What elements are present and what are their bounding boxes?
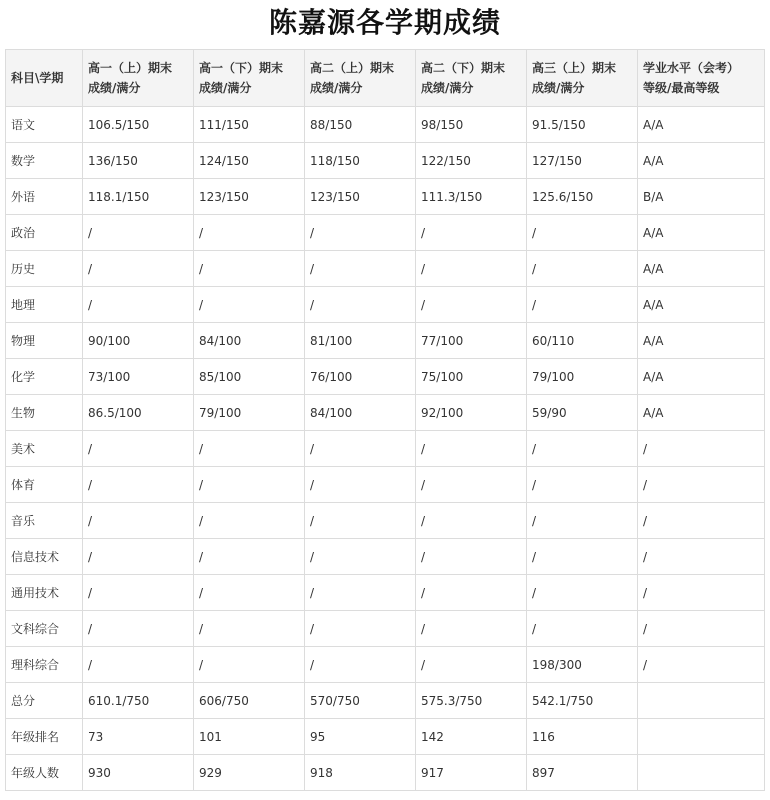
subject-cell: 语文 [6,107,83,143]
score-cell: / [416,647,527,683]
header-line: 高一（下）期末 [199,61,284,75]
score-cell: 123/150 [305,179,416,215]
subject-cell: 历史 [6,251,83,287]
score-cell: A/A [638,287,765,323]
header-column-1 [83,50,194,107]
score-cell: / [194,647,305,683]
header-line: 高三（上）期末 [532,61,617,75]
score-cell: 606/750 [194,683,305,719]
score-cell: 75/100 [416,359,527,395]
subject-cell: 年级人数 [6,755,83,791]
score-cell: / [638,575,765,611]
score-cell: / [638,539,765,575]
subject-cell: 年级排名 [6,719,83,755]
score-cell: A/A [638,143,765,179]
score-cell: / [638,431,765,467]
score-cell: / [416,611,527,647]
score-cell: / [416,467,527,503]
score-cell: / [83,431,194,467]
subject-cell: 地理 [6,287,83,323]
score-cell: / [305,503,416,539]
score-cell: 88/150 [305,107,416,143]
subject-cell: 物理 [6,323,83,359]
subject-cell: 音乐 [6,503,83,539]
score-cell: / [194,539,305,575]
score-cell: / [527,287,638,323]
table-row [6,251,765,287]
header-subject-term [6,50,83,107]
subject-cell: 美术 [6,431,83,467]
score-cell: / [305,215,416,251]
score-cell: / [194,287,305,323]
table-row [6,215,765,251]
score-cell: A/A [638,107,765,143]
header-line: 高二（下）期末 [421,61,506,75]
score-cell: / [416,575,527,611]
score-cell: / [527,611,638,647]
table-row [6,719,765,755]
header-line: 高二（上）期末 [310,61,395,75]
page-title: 陈嘉源各学期成绩 [268,6,501,39]
header-column-5 [527,50,638,107]
header-line: 成绩/满分 [310,81,363,95]
score-cell: / [638,647,765,683]
score-cell: / [83,539,194,575]
score-cell: 76/100 [305,359,416,395]
score-cell: 124/150 [194,143,305,179]
subject-cell: 数学 [6,143,83,179]
score-cell: 91.5/150 [527,107,638,143]
score-cell: / [416,251,527,287]
header-column-6 [638,50,765,107]
score-cell: 73 [83,719,194,755]
score-cell: 60/110 [527,323,638,359]
score-cell: 116 [527,719,638,755]
score-cell: / [305,467,416,503]
score-cell: / [83,575,194,611]
header-line: 高一（上）期末 [88,61,173,75]
table-row [6,755,765,791]
score-cell: / [416,539,527,575]
table-row [6,467,765,503]
table-row [6,143,765,179]
score-cell: / [305,575,416,611]
header-column-3 [305,50,416,107]
subject-cell: 生物 [6,395,83,431]
score-cell: / [305,647,416,683]
score-cell: / [527,503,638,539]
subject-cell: 政治 [6,215,83,251]
score-cell: / [416,503,527,539]
score-cell: 570/750 [305,683,416,719]
header-line: 成绩/满分 [199,81,252,95]
header-line: 成绩/满分 [532,81,585,95]
score-cell: 136/150 [83,143,194,179]
score-cell: / [638,611,765,647]
score-cell: / [527,431,638,467]
score-cell: / [527,539,638,575]
score-cell: / [194,431,305,467]
score-cell: 118/150 [305,143,416,179]
score-cell: / [83,467,194,503]
subject-cell: 文科综合 [6,611,83,647]
score-cell: 575.3/750 [416,683,527,719]
score-cell: / [527,467,638,503]
header-column-2 [194,50,305,107]
score-cell: 123/150 [194,179,305,215]
score-cell: 125.6/150 [527,179,638,215]
score-cell: / [194,467,305,503]
header-line: 学业水平（会考） [643,61,740,75]
score-cell: 142 [416,719,527,755]
score-cell: A/A [638,359,765,395]
score-cell: 610.1/750 [83,683,194,719]
header-line: 等级/最高等级 [643,81,720,95]
header-row [6,50,765,107]
score-cell: / [83,611,194,647]
score-cell: B/A [638,179,765,215]
score-cell: / [416,287,527,323]
table-row [6,287,765,323]
score-cell: / [83,215,194,251]
score-cell: 929 [194,755,305,791]
table-row [6,359,765,395]
table-row [6,539,765,575]
score-cell: 79/100 [194,395,305,431]
table-row [6,503,765,539]
score-cell: A/A [638,215,765,251]
subject-cell: 体育 [6,467,83,503]
score-cell: 73/100 [83,359,194,395]
subject-cell: 总分 [6,683,83,719]
score-cell: 95 [305,719,416,755]
score-cell: 77/100 [416,323,527,359]
score-cell: / [194,251,305,287]
score-cell: / [305,611,416,647]
score-cell: / [194,611,305,647]
score-cell: / [194,503,305,539]
score-cell: / [527,215,638,251]
table-row [6,395,765,431]
score-cell: 92/100 [416,395,527,431]
score-cell: 917 [416,755,527,791]
score-cell: / [527,575,638,611]
score-cell: 81/100 [305,323,416,359]
score-cell: / [527,251,638,287]
header-line: 成绩/满分 [88,81,141,95]
score-cell: 897 [527,755,638,791]
table-row [6,611,765,647]
score-cell: A/A [638,251,765,287]
score-cell: / [416,215,527,251]
score-cell: 84/100 [194,323,305,359]
subject-cell: 外语 [6,179,83,215]
score-cell: 79/100 [527,359,638,395]
header-line: 成绩/满分 [421,81,474,95]
score-cell: / [305,539,416,575]
table-row [6,683,765,719]
grades-table [5,49,765,791]
subject-cell: 信息技术 [6,539,83,575]
header-line: 科目\学期 [11,71,64,85]
table-row [6,647,765,683]
score-cell: / [83,647,194,683]
score-cell: / [83,287,194,323]
score-cell: / [638,467,765,503]
table-row [6,107,765,143]
score-cell [638,719,765,755]
score-cell: 122/150 [416,143,527,179]
score-cell: 85/100 [194,359,305,395]
score-cell: 101 [194,719,305,755]
score-cell: 198/300 [527,647,638,683]
score-cell: 59/90 [527,395,638,431]
score-cell: 127/150 [527,143,638,179]
table-row [6,575,765,611]
subject-cell: 通用技术 [6,575,83,611]
subject-cell: 化学 [6,359,83,395]
score-cell: / [305,431,416,467]
table-header [6,50,765,107]
score-cell: 98/150 [416,107,527,143]
score-cell: A/A [638,395,765,431]
score-cell: 86.5/100 [83,395,194,431]
score-cell: / [83,251,194,287]
score-cell: / [305,251,416,287]
header-column-4 [416,50,527,107]
score-cell: 542.1/750 [527,683,638,719]
table-body [6,107,765,791]
subject-cell: 理科综合 [6,647,83,683]
score-cell: 918 [305,755,416,791]
table-row [6,431,765,467]
score-cell: 84/100 [305,395,416,431]
score-cell: / [416,431,527,467]
score-cell: 111.3/150 [416,179,527,215]
score-cell: 106.5/150 [83,107,194,143]
score-cell: A/A [638,323,765,359]
table-row [6,179,765,215]
score-cell: / [83,503,194,539]
score-cell: 111/150 [194,107,305,143]
score-cell: 118.1/150 [83,179,194,215]
score-cell: 90/100 [83,323,194,359]
score-cell: / [305,287,416,323]
score-cell: 930 [83,755,194,791]
score-cell: / [638,503,765,539]
score-cell: / [194,215,305,251]
score-cell: / [194,575,305,611]
table-row [6,323,765,359]
score-cell [638,755,765,791]
score-cell [638,683,765,719]
